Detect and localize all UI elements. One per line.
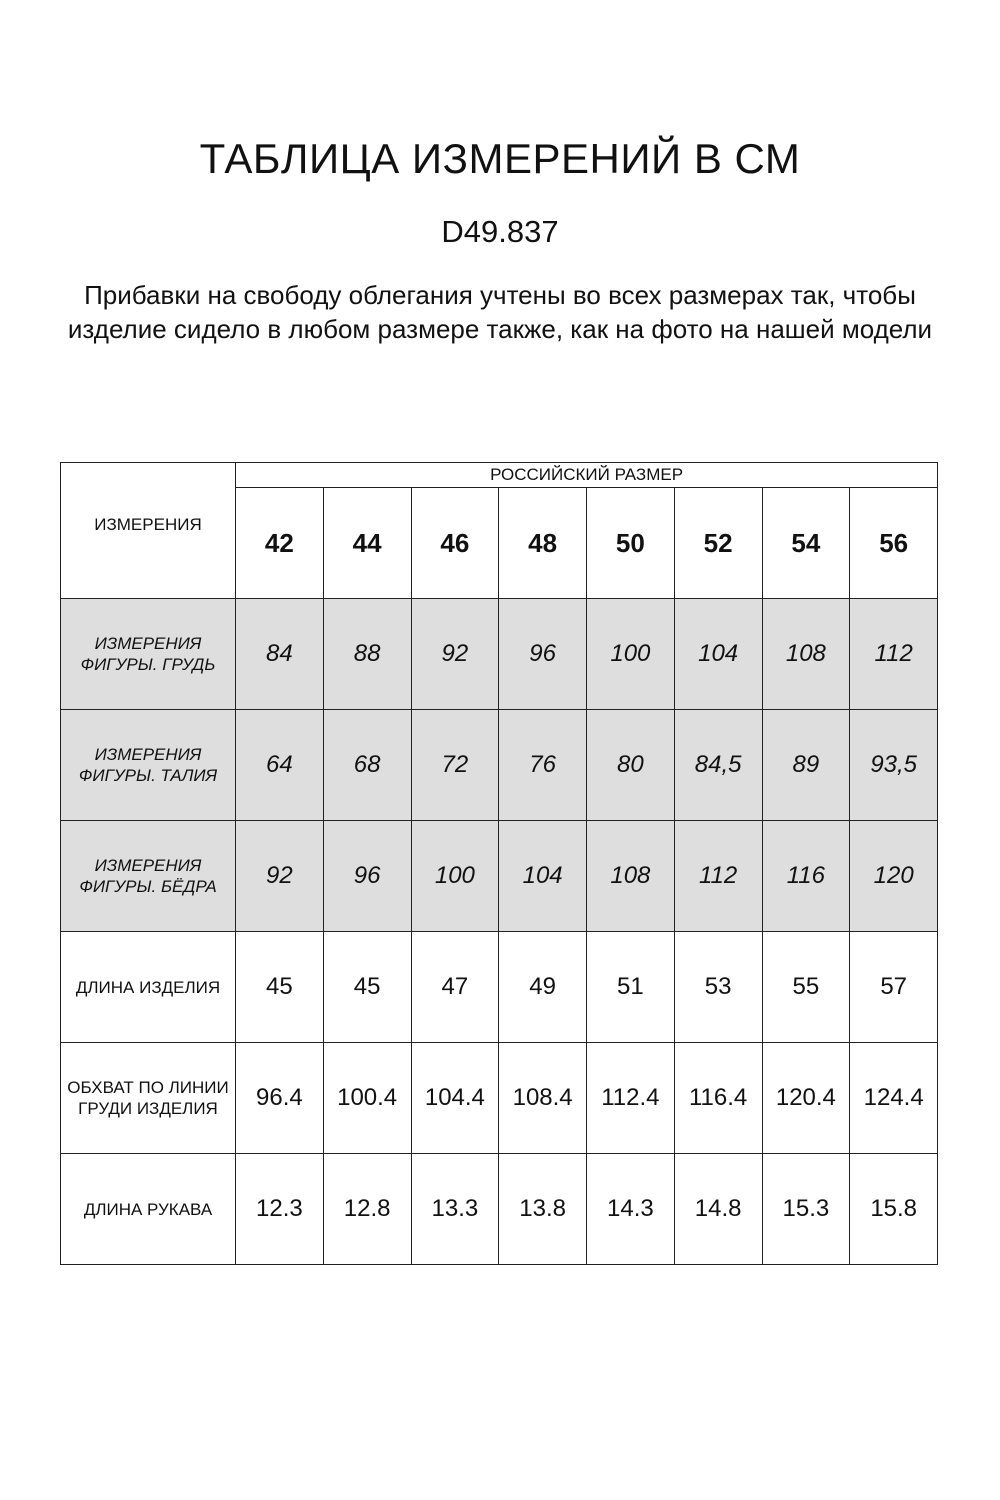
value-cell: 112 <box>674 821 762 932</box>
row-label: ИЗМЕРЕНИЯ ФИГУРЫ. ТАЛИЯ <box>61 710 236 821</box>
value-cell: 96 <box>323 821 411 932</box>
value-cell: 64 <box>236 710 324 821</box>
value-cell: 92 <box>236 821 324 932</box>
value-cell: 93,5 <box>850 710 938 821</box>
value-cell: 112.4 <box>587 1043 675 1154</box>
measurements-header-label: ИЗМЕРЕНИЯ <box>94 514 202 534</box>
value-cell: 72 <box>411 710 499 821</box>
value-cell: 96.4 <box>236 1043 324 1154</box>
value-cell: 13.8 <box>499 1154 587 1265</box>
value-cell: 13.3 <box>411 1154 499 1265</box>
value-cell: 51 <box>587 932 675 1043</box>
value-cell: 55 <box>762 932 850 1043</box>
product-code: D49.837 <box>441 214 559 249</box>
value-cell: 108.4 <box>499 1043 587 1154</box>
size-cell: 46 <box>411 488 499 599</box>
fit-note: Прибавки на свободу облегания учтены во всех размерах так, чтобы изделие сидело в любом размере также, как на фото на нашей модели <box>67 280 933 344</box>
size-cell: 52 <box>674 488 762 599</box>
value-cell: 100.4 <box>323 1043 411 1154</box>
size-cell: 54 <box>762 488 850 599</box>
size-cell: 42 <box>236 488 324 599</box>
value-cell: 104.4 <box>411 1043 499 1154</box>
value-cell: 57 <box>850 932 938 1043</box>
table-row <box>61 710 938 821</box>
value-cell: 108 <box>587 821 675 932</box>
size-cell: 48 <box>499 488 587 599</box>
value-cell: 88 <box>323 599 411 710</box>
table-row <box>61 1043 938 1154</box>
value-cell: 100 <box>411 821 499 932</box>
value-cell: 12.3 <box>236 1154 324 1265</box>
value-cell: 108 <box>762 599 850 710</box>
value-cell: 89 <box>762 710 850 821</box>
size-table <box>60 462 938 1265</box>
size-cell: 56 <box>850 488 938 599</box>
value-cell: 104 <box>499 821 587 932</box>
value-cell: 120.4 <box>762 1043 850 1154</box>
value-cell: 116.4 <box>674 1043 762 1154</box>
value-cell: 124.4 <box>850 1043 938 1154</box>
size-cell: 44 <box>323 488 411 599</box>
row-label: ИЗМЕРЕНИЯ ФИГУРЫ. ГРУДЬ <box>61 599 236 710</box>
value-cell: 53 <box>674 932 762 1043</box>
value-cell: 104 <box>674 599 762 710</box>
value-cell: 68 <box>323 710 411 821</box>
value-cell: 84 <box>236 599 324 710</box>
value-cell: 84,5 <box>674 710 762 821</box>
value-cell: 45 <box>323 932 411 1043</box>
value-cell: 96 <box>499 599 587 710</box>
value-cell: 45 <box>236 932 324 1043</box>
value-cell: 12.8 <box>323 1154 411 1265</box>
value-cell: 92 <box>411 599 499 710</box>
value-cell: 14.3 <box>587 1154 675 1265</box>
value-cell: 15.8 <box>850 1154 938 1265</box>
row-label: ДЛИНА ИЗДЕЛИЯ <box>61 932 236 1043</box>
value-cell: 49 <box>499 932 587 1043</box>
row-label: ОБХВАТ ПО ЛИНИИ ГРУДИ ИЗДЕЛИЯ <box>61 1043 236 1154</box>
row-label: ИЗМЕРЕНИЯ ФИГУРЫ. БЁДРА <box>61 821 236 932</box>
value-cell: 116 <box>762 821 850 932</box>
russian-size-header: РОССИЙСКИЙ РАЗМЕР <box>236 463 938 488</box>
table-row <box>61 932 938 1043</box>
value-cell: 76 <box>499 710 587 821</box>
value-cell: 100 <box>587 599 675 710</box>
table-row <box>61 599 938 710</box>
table-row <box>61 1154 938 1265</box>
value-cell: 112 <box>850 599 938 710</box>
size-cell: 50 <box>587 488 675 599</box>
value-cell: 14.8 <box>674 1154 762 1265</box>
measurements-header <box>61 463 236 599</box>
row-label: ДЛИНА РУКАВА <box>61 1154 236 1265</box>
value-cell: 80 <box>587 710 675 821</box>
value-cell: 120 <box>850 821 938 932</box>
value-cell: 47 <box>411 932 499 1043</box>
value-cell: 15.3 <box>762 1154 850 1265</box>
table-row <box>61 821 938 932</box>
page-title: ТАБЛИЦА ИЗМЕРЕНИЙ В СМ <box>199 135 801 182</box>
